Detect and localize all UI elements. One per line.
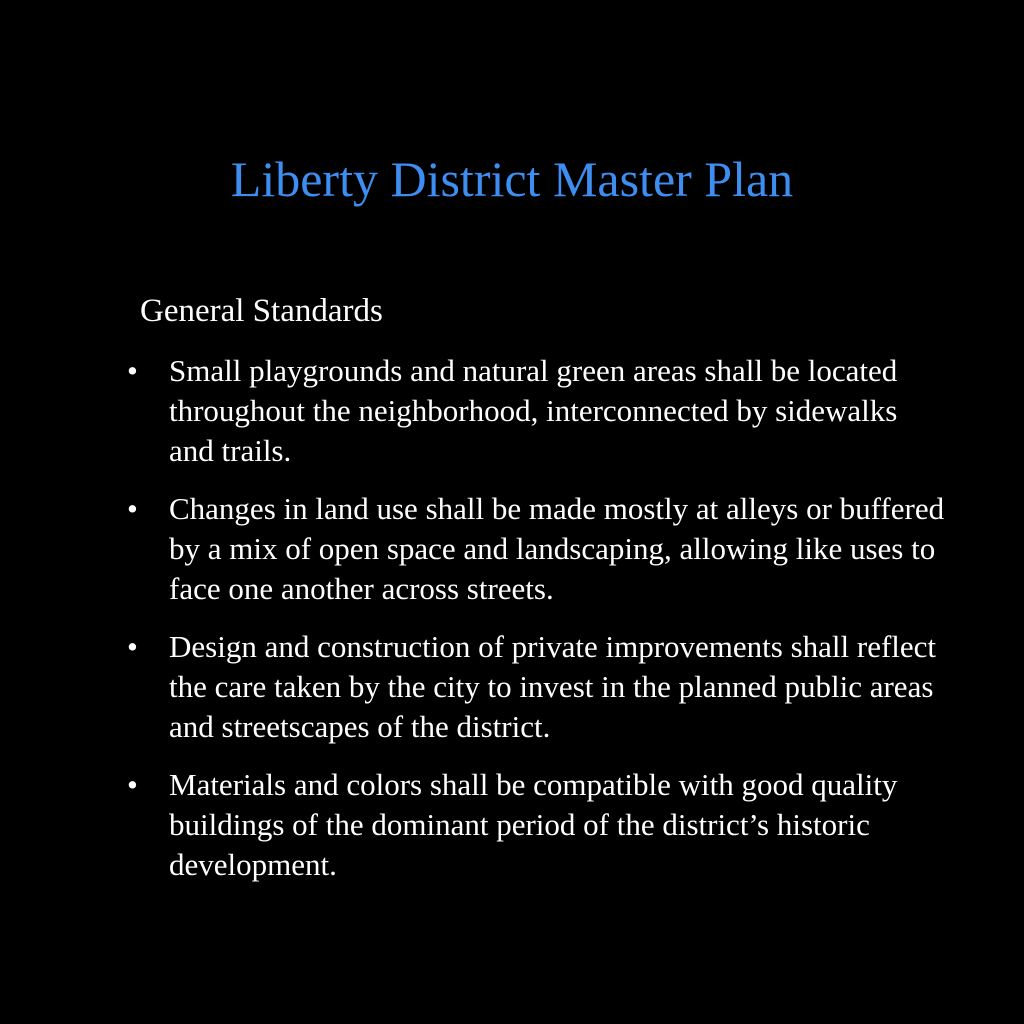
bullet-text: Materials and colors shall be compatible with good quality buildings of the dominant period of the district’s historic development.: [169, 767, 898, 882]
bullet-text: Design and construction of private improvements shall reflect the care taken by the city to invest in the planned public areas and streetscapes of the district.: [169, 629, 937, 744]
bullet-marker: •: [127, 767, 138, 802]
slide-title: Liberty District Master Plan: [230, 151, 794, 207]
bullet-list: [127, 351, 947, 903]
bullet-item: [127, 351, 947, 471]
bullet-marker: •: [127, 629, 138, 664]
bullet-text: Changes in land use shall be made mostly at alleys or buffered by a mix of open space and landscaping, allowing like uses to face one another across streets.: [169, 491, 945, 606]
bullet-marker: •: [127, 353, 138, 388]
bullet-item: [127, 627, 947, 747]
section-subheading: General Standards: [140, 293, 383, 329]
bullet-item: [127, 489, 947, 609]
bullet-text: Small playgrounds and natural green areas shall be located throughout the neighborhood, interconnected by sidewalks and trails.: [169, 353, 898, 468]
bullet-item: [127, 765, 947, 885]
bullet-marker: •: [127, 491, 138, 526]
